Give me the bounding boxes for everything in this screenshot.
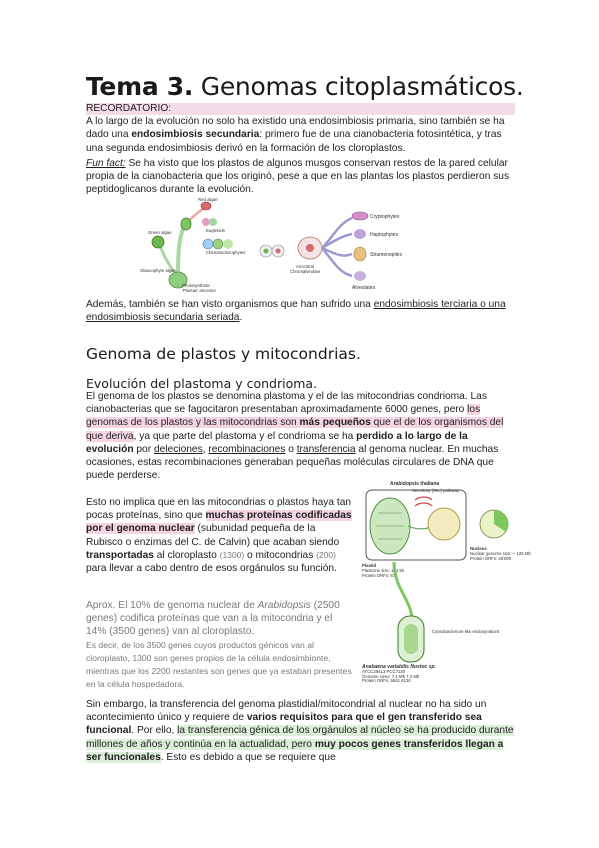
page-title (86, 72, 523, 101)
p1-text-d: , (202, 443, 209, 455)
p4-bold-1: varios requisitos para que el gen transferido sea funcional (86, 712, 482, 737)
p3-small-text: Es decir, de los 3500 genes cuyos productos génicos van al cloroplasto, 1300 son genes propios de la célula endosimbionte, mientras que los 2200 restantes son genes que ya estaban presentes en la célula hospedadora. (86, 639, 352, 690)
p2-text-e: para llevar a cabo dentro de esos orgánulos su función. (86, 563, 337, 575)
ademas-end: . (239, 312, 243, 324)
recordatorio-bold: endosimbiosis secundaria (131, 129, 260, 141)
fig2-title: Arabidopsis thaliana (390, 481, 440, 487)
fig2-protein-orfs: Protein ORFs: 87 (362, 573, 396, 578)
p1-bold-1: más pequeños (299, 417, 371, 429)
fig1-alveolates: Alveolates (352, 285, 376, 291)
p2-text-d: o mitocondrias (244, 549, 317, 561)
p1-text-c: por (133, 443, 154, 455)
fig2-plastid: Plastid (362, 563, 377, 568)
p1-deleciones: deleciones (153, 443, 203, 455)
title-rest: Genomas citoplasmáticos. (193, 72, 524, 101)
paragraph-plastoma (86, 390, 518, 482)
recordatorio-paragraph (86, 102, 518, 155)
p2-bold-1: muchas proteínas codificadas por el genoma nuclear (86, 510, 352, 535)
recordatorio-text-2: : primero fue de una cianobacteria fotosintética, y tras una segunda endosimbiosis derivó en la formación de los cloroplastos. (86, 129, 502, 154)
fig1-chlorarachniophytes: Chlorarachniophytes (206, 250, 246, 255)
ademas-underlined: endosimbiosis terciaria o una endosimbiosis secundaria seriada (86, 299, 506, 324)
p2-text-c: al cloroplasto (153, 549, 220, 561)
recordatorio-text: A lo largo de la evolución no solo ha existido una endosimbiosis primaria, sino también se ha dado una (86, 116, 505, 141)
fig2-cyano: Cyanobacterium-like endosymbiont (432, 629, 500, 634)
fig1-chromalveolate: Chromalveolate (290, 269, 321, 274)
title-bold: Tema 3. (86, 72, 194, 101)
fig1-cryptophytes: Cryptophytes (370, 214, 400, 220)
p4-text-b: . Por ello, (131, 725, 178, 737)
fig2-genome-sizes: Genome sizes: 7.1 Mb 7.2 Mb (362, 674, 420, 679)
fig1-stramenopiles: Stramenopiles (370, 252, 402, 258)
fig2-anabaena: Anabaena variabilis Nostoc sp. (362, 664, 436, 670)
fig2-nuclear-size: Nuclear genome size: ~ 125 Mb (470, 551, 531, 556)
paragraph-arabidopsis (86, 599, 354, 691)
p2-mito-count: (200) (316, 549, 336, 560)
fig1-euglenids: Euglenids (206, 228, 225, 233)
p4-green-bold: muy pocos genes transferidos llegan a ser funcionales (86, 738, 504, 763)
paragraph-transfer (86, 698, 518, 764)
subsection-heading: Evolución del plastoma y condrioma. (86, 376, 318, 391)
p1-text-e: o (285, 443, 297, 455)
fig2-secretory: Secretory (Sec) pathway (412, 488, 460, 493)
fig2-strains: ATCC29413 PCC7120 (362, 669, 406, 674)
fig2-nucleus: Nucleus (470, 546, 487, 551)
funfact-label: Fun fact: (86, 158, 126, 169)
fig2-orfs: Protein ORFs: 5661 6130 (362, 678, 411, 683)
endosymbiosis-figure (138, 196, 420, 294)
recordatorio-label: RECORDATORIO: (86, 103, 172, 114)
fig2-nuclear-orfs: Protein ORFs: 25'000 (470, 556, 512, 561)
fig1-glaucophyte: Glaucophyte algae (140, 268, 176, 273)
funfact-paragraph (86, 157, 518, 197)
fig1-haptophytes: Haptophytes (370, 232, 399, 238)
fig1-plantae: 'Plantae' ancestor (182, 288, 216, 293)
p1-pink-2: que el de los organismos del que deriva (86, 417, 504, 442)
p1-text-f: al genoma nuclear. En muchas ocasiones, estas recombinaciones generaban pequeñas moléculas circulares de DNA que puede perderse. (86, 443, 499, 482)
p1-recombinaciones: recombinaciones (208, 443, 286, 455)
fig1-photosynthetic: Photosynthetic (182, 283, 211, 288)
p2-chloroplast-count: (1300) (219, 549, 245, 560)
p1-bold-2: perdido a lo largo de la evolución (86, 430, 468, 455)
ademas-paragraph (86, 298, 518, 324)
fig2-plastome: Plastome size: 154 kb (362, 568, 405, 573)
funfact-text: Se ha visto que los plastos de algunos musgos conservan restos de la pared celular propia de la cianobacteria que los originó, pese a que en las plantas los plastos perdieron sus peptidoglicanos durante la evolución. (86, 158, 510, 196)
p1-pink-1: los genomas de los plastos y las mitocondrias son (86, 404, 481, 429)
ademas-text: Además, también se han visto organismos que han sufrido una (86, 299, 374, 310)
p1-text-b: , ya que parte del plastoma y el condrioma se ha (133, 430, 357, 442)
fig1-red-algae: Red algae (198, 197, 218, 202)
paragraph-proteins (86, 496, 354, 575)
p1-transferencia: transferencia (296, 443, 356, 455)
arabidopsis-figure (360, 478, 531, 683)
p2-bold-2: transportadas (86, 549, 154, 561)
fig1-ancestral: Ancestral (296, 264, 314, 269)
section-heading: Genoma de plastos y mitocondrias. (86, 345, 361, 363)
fig1-green-algae: Green algae (148, 230, 172, 235)
p2-text-a: Esto no implica que en las mitocondrias o plastos haya tan pocas proteínas, sino que (86, 497, 352, 522)
p4-text-a: Sin embargo, la transferencia del genoma plastidial/mitocondrial al nuclear no ha sido un acontecimiento único y requiere de (86, 699, 487, 724)
p4-text-c: . Esto es debido a que se requiere que (160, 751, 336, 763)
p2-text-b: (subunidad pequeña de la Rubisco o enzimas del C. de Calvin) que acaban siendo (86, 523, 340, 548)
p1-text-a: El genoma de los plastos se denomina plastoma y el de las mitocondrias condrioma. Las cianobacterias que se fagocitaron presentaban aproximadamente 6000 genes, pero (86, 391, 487, 416)
p3-text-b: (2500 genes) codifica proteínas que van a la mitocondria y el 14% (3500 genes) van al cloroplasto. (86, 600, 340, 638)
p3-text-a: Aprox. El 10% de genoma nuclear de (86, 600, 258, 611)
p3-italic: Arabidopsis (257, 600, 311, 611)
p4-green: la transferencia génica de los orgánulos al núcleo se ha producido durante millones de años y continúa en la actualidad, pero (86, 725, 514, 750)
